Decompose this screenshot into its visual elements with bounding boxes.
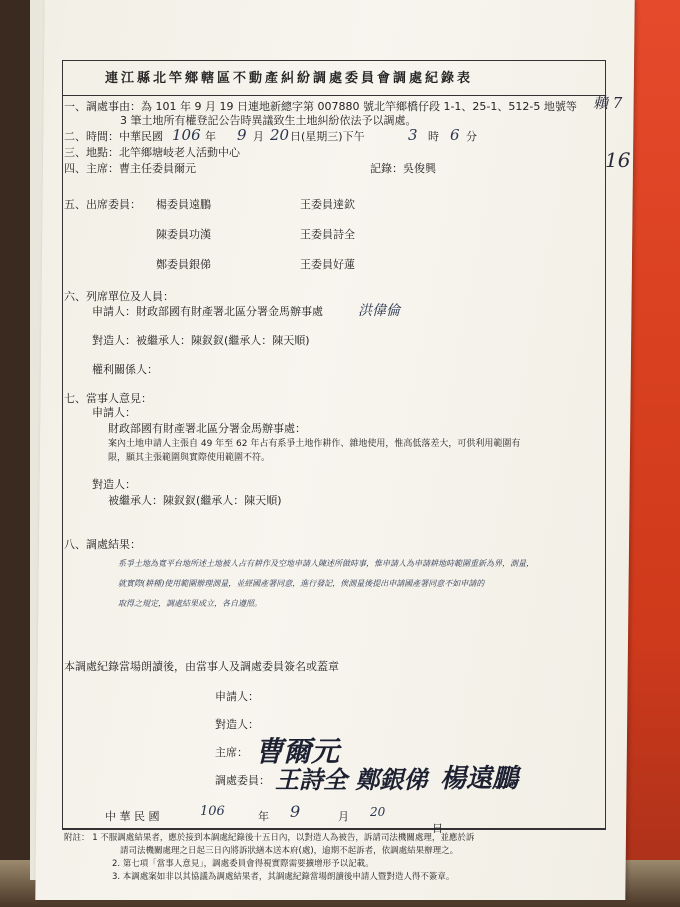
members-signature: 王詩全 鄭銀俤 xyxy=(275,765,428,794)
members-signature-2: 楊遠鵬 xyxy=(440,764,519,794)
time-label: 二、時間：中華民國 xyxy=(64,130,163,143)
time-unit-year: 年 xyxy=(205,130,216,143)
place: 三、地點：北竿鄉塘岐老人活動中心 xyxy=(64,146,240,159)
sign-members-label: 調處委員： xyxy=(215,774,270,787)
sign-applicant-label: 申請人： xyxy=(215,690,259,703)
opinion-applicant-text-2: 限，顯其主張範圍與實際使用範圍不符。 xyxy=(108,453,271,463)
member-2: 王委員達欽 xyxy=(300,198,355,211)
form-bottom-line xyxy=(62,828,606,829)
member-5: 鄭委員銀俤 xyxy=(156,258,211,271)
members-label: 五、出席委員： xyxy=(64,198,141,211)
attendees-label: 六、列席單位及人員： xyxy=(64,290,174,303)
date-month: 9 xyxy=(290,802,301,821)
result-handwriting-2: 就實際(耕種)使用範圍辦理測量，並經國產署同意，進行發記，俟測量後提出申請國產署同意不如申請的 xyxy=(118,579,485,588)
result-label: 八、調處結果： xyxy=(64,538,141,551)
opinion-label: 七、當事人意見： xyxy=(64,392,152,405)
opinion-counterparty-label: 對造人： xyxy=(92,478,136,491)
note-1b: 請司法機關處理之日起三日內將訴狀繕本送本府(處)，逾期不起訴者，依調處結果辦理之。 xyxy=(120,846,459,856)
opinion-applicant-label: 申請人： xyxy=(92,406,136,419)
chair: 四、主席：曹主任委員爾元 xyxy=(64,162,196,175)
date-unit-year: 年 xyxy=(258,810,269,823)
note-3: 3. 本調處案如非以其協議為調處結果者，其調處紀錄當場朗讀後申請人暨對造人得不簽章。 xyxy=(112,872,455,882)
time-month: 9 xyxy=(237,126,247,144)
time-minute: 6 xyxy=(450,126,460,144)
time-day: 20 xyxy=(270,126,290,144)
time-hour: 3 xyxy=(408,126,418,144)
date-year: 106 xyxy=(200,804,225,819)
sign-chair-label: 主席： xyxy=(215,746,248,759)
chair-signature: 曹爾元 xyxy=(255,735,340,768)
applicant-handwriting: 洪偉倫 xyxy=(358,303,400,319)
applicant-line: 申請人：財政部國有財產署北區分署金馬辦事處 xyxy=(92,305,323,318)
date-unit-month: 月 xyxy=(338,810,349,823)
title-divider xyxy=(62,95,606,96)
recorder: 記錄：吳俊興 xyxy=(370,162,436,175)
member-3: 陳委員功漢 xyxy=(156,228,211,241)
reason-line-2: 3 筆土地所有權登記公告時異議致生土地糾紛依法予以調處。 xyxy=(120,114,417,127)
date-unit-day: 日 xyxy=(432,822,443,835)
signature-intro: 本調處紀錄當場朗讀後，由當事人及調處委員簽名或蓋章 xyxy=(64,660,339,673)
member-6: 王委員好蓮 xyxy=(300,258,355,271)
member-1: 楊委員遠鵬 xyxy=(156,198,211,211)
date-day: 20 xyxy=(370,805,386,819)
opinion-counterparty-text: 被繼承人：陳釵釵(繼承人：陳天順) xyxy=(108,494,282,507)
time-unit-month: 月 xyxy=(253,130,264,143)
time-year: 106 xyxy=(172,126,201,144)
time-weekday: 日(星期三)下午 xyxy=(290,130,365,143)
form-title: 連江縣北竿鄉轄區不動產糾紛調處委員會調處紀錄表 xyxy=(105,71,474,86)
reason-line-1: 一、調處事由：為 101 年 9 月 19 日連地新總字第 007880 號北竿鄉橋仔段 1-1、25-1、512-5 地號等 xyxy=(64,100,577,113)
result-handwriting-3: 取得之規定，調處結果成立，各自遵照。 xyxy=(118,599,262,608)
margin-note-2: 16 xyxy=(605,148,631,172)
date-label: 中 華 民 國 xyxy=(105,810,160,823)
counterparty-line: 對造人：被繼承人：陳釵釵(繼承人：陳天順) xyxy=(92,334,310,347)
time-unit-hour: 時 xyxy=(428,130,439,143)
member-4: 王委員詩全 xyxy=(300,228,355,241)
opinion-applicant-text-1: 案內土地申請人主張自 49 年至 62 年占有系爭土地作耕作、雜地使用，惟高低落差大，可供利用範圍有 xyxy=(108,439,521,449)
sign-counterparty-label: 對造人： xyxy=(215,718,259,731)
opinion-applicant-name: 財政部國有財產署北區分署金馬辦事處： xyxy=(108,422,306,435)
result-handwriting-1: 系爭土地為寬平台地所述土地被人占有耕作及空地申請人陳述所做時事，惟申請人為申請耕地時範圍重新為界，測量， xyxy=(118,559,534,568)
note-2: 2. 第七項「當事人意見」，調處委員會得視實際需要擴增形予以記載。 xyxy=(112,859,374,869)
time-unit-minute: 分 xyxy=(466,130,477,143)
note-1a: 附註： 1 不服調處結果者，應於接到本調處紀錄後十五日內，以對造人為被告，訴請司法機關處理，並應於訴 xyxy=(64,833,475,843)
rights-holder-line: 權利關係人： xyxy=(92,363,158,376)
margin-note-1: 賴 7 xyxy=(593,94,623,112)
